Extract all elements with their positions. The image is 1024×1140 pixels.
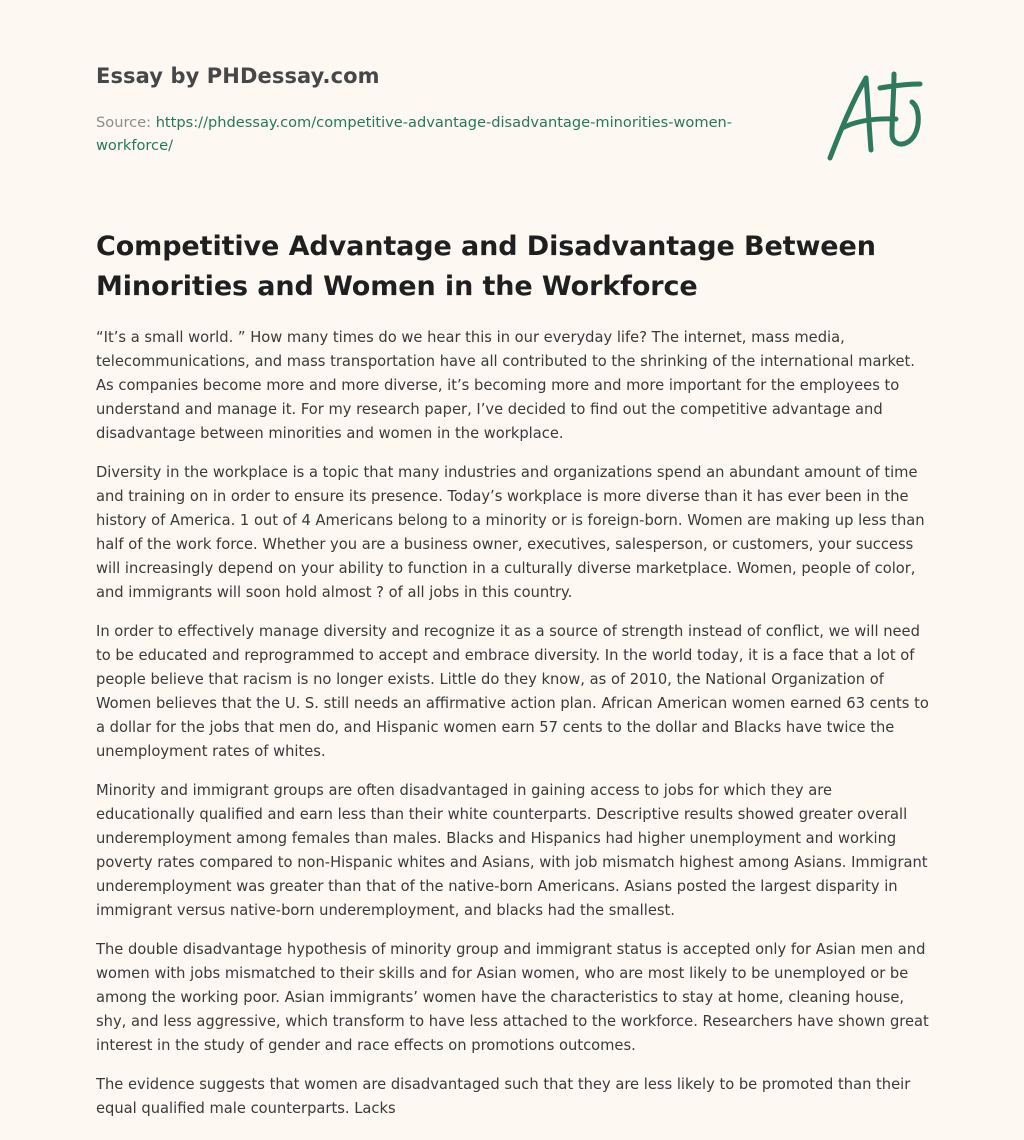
site-title: Essay by PHDessay.com <box>96 64 380 88</box>
source-link[interactable]: https://phdessay.com/competitive-advantage-disadvantage-minorities-women-workforce/ <box>96 114 733 154</box>
essay-paragraph: Diversity in the workplace is a topic that many industries and organizations spend an abundant amount of time and training on in order to ensure its presence. Today’s workplace is more diverse than it has ever been in the history of America. 1 out of 4 Americans belong to a minority or is foreign-born. Women are making up less than half of the work force. Whether you are a business owner, executives, salesperson, or customers, your success will increasingly depend on your ability to function in a culturally diverse marketplace. Women, people of color, and immigrants will soon hold almost ? of all jobs in this country. <box>96 464 925 601</box>
essay-paragraph: The evidence suggests that women are disadvantaged such that they are less likely to be promoted than their equal qualified male counterparts. Lacks <box>96 1076 911 1117</box>
source-line <box>96 111 756 157</box>
essay-title: Competitive Advantage and Disadvantage Between Minorities and Women in the Workforce <box>96 231 876 302</box>
essay-paragraph: The double disadvantage hypothesis of minority group and immigrant status is accepted only for Asian men and women with jobs mismatched to their skills and for Asian women, who are most likely to be unemployed or be among the working poor. Asian immigrants’ women have the characteristics to stay at home, cleaning house, shy, and less aggressive, which transform to have less attached to the workforce. Researchers have shown great interest in the study of gender and race effects on promotions outcomes. <box>96 941 929 1054</box>
essay-paragraph: “It’s a small world. ” How many times do we hear this in our everyday life? The internet, mass media, telecommunications, and mass transportation have all contributed to the shrinking of the international market. As companies become more and more diverse, it’s becoming more and more important for the employees to understand and manage it. For my research paper, I’ve decided to find out the competitive advantage and disadvantage between minorities and women in the workplace. <box>96 329 915 442</box>
essay-paragraph: In order to effectively manage diversity and recognize it as a source of strength instead of conflict, we will need to be educated and reprogrammed to accept and embrace diversity. In the world today, it is a face that a lot of people believe that racism is no longer exists. Little do they know, as of 2010, the National Organization of Women believes that the U. S. still needs an affirmative action plan. African American women earned 63 cents to a dollar for the jobs that men do, and Hispanic women earn 57 cents to the dollar and Blacks have twice the unemployment rates of whites. <box>96 623 929 760</box>
essay-body <box>96 326 932 1136</box>
essay-paragraph: Minority and immigrant groups are often disadvantaged in gaining access to jobs for which they are educationally qualified and earn less than their white counterparts. Descriptive results showed greater overall underemployment among females than males. Blacks and Hispanics had higher unemployment and working poverty rates compared to non-Hispanic whites and Asians, with job mismatch highest among Asians. Immigrant underemployment was greater than that of the native-born Americans. Asians posted the largest disparity in immigrant versus native-born underemployment, and blacks had the smallest. <box>96 782 928 919</box>
a-plus-logo-icon <box>822 66 928 164</box>
source-label: Source: <box>96 114 156 131</box>
